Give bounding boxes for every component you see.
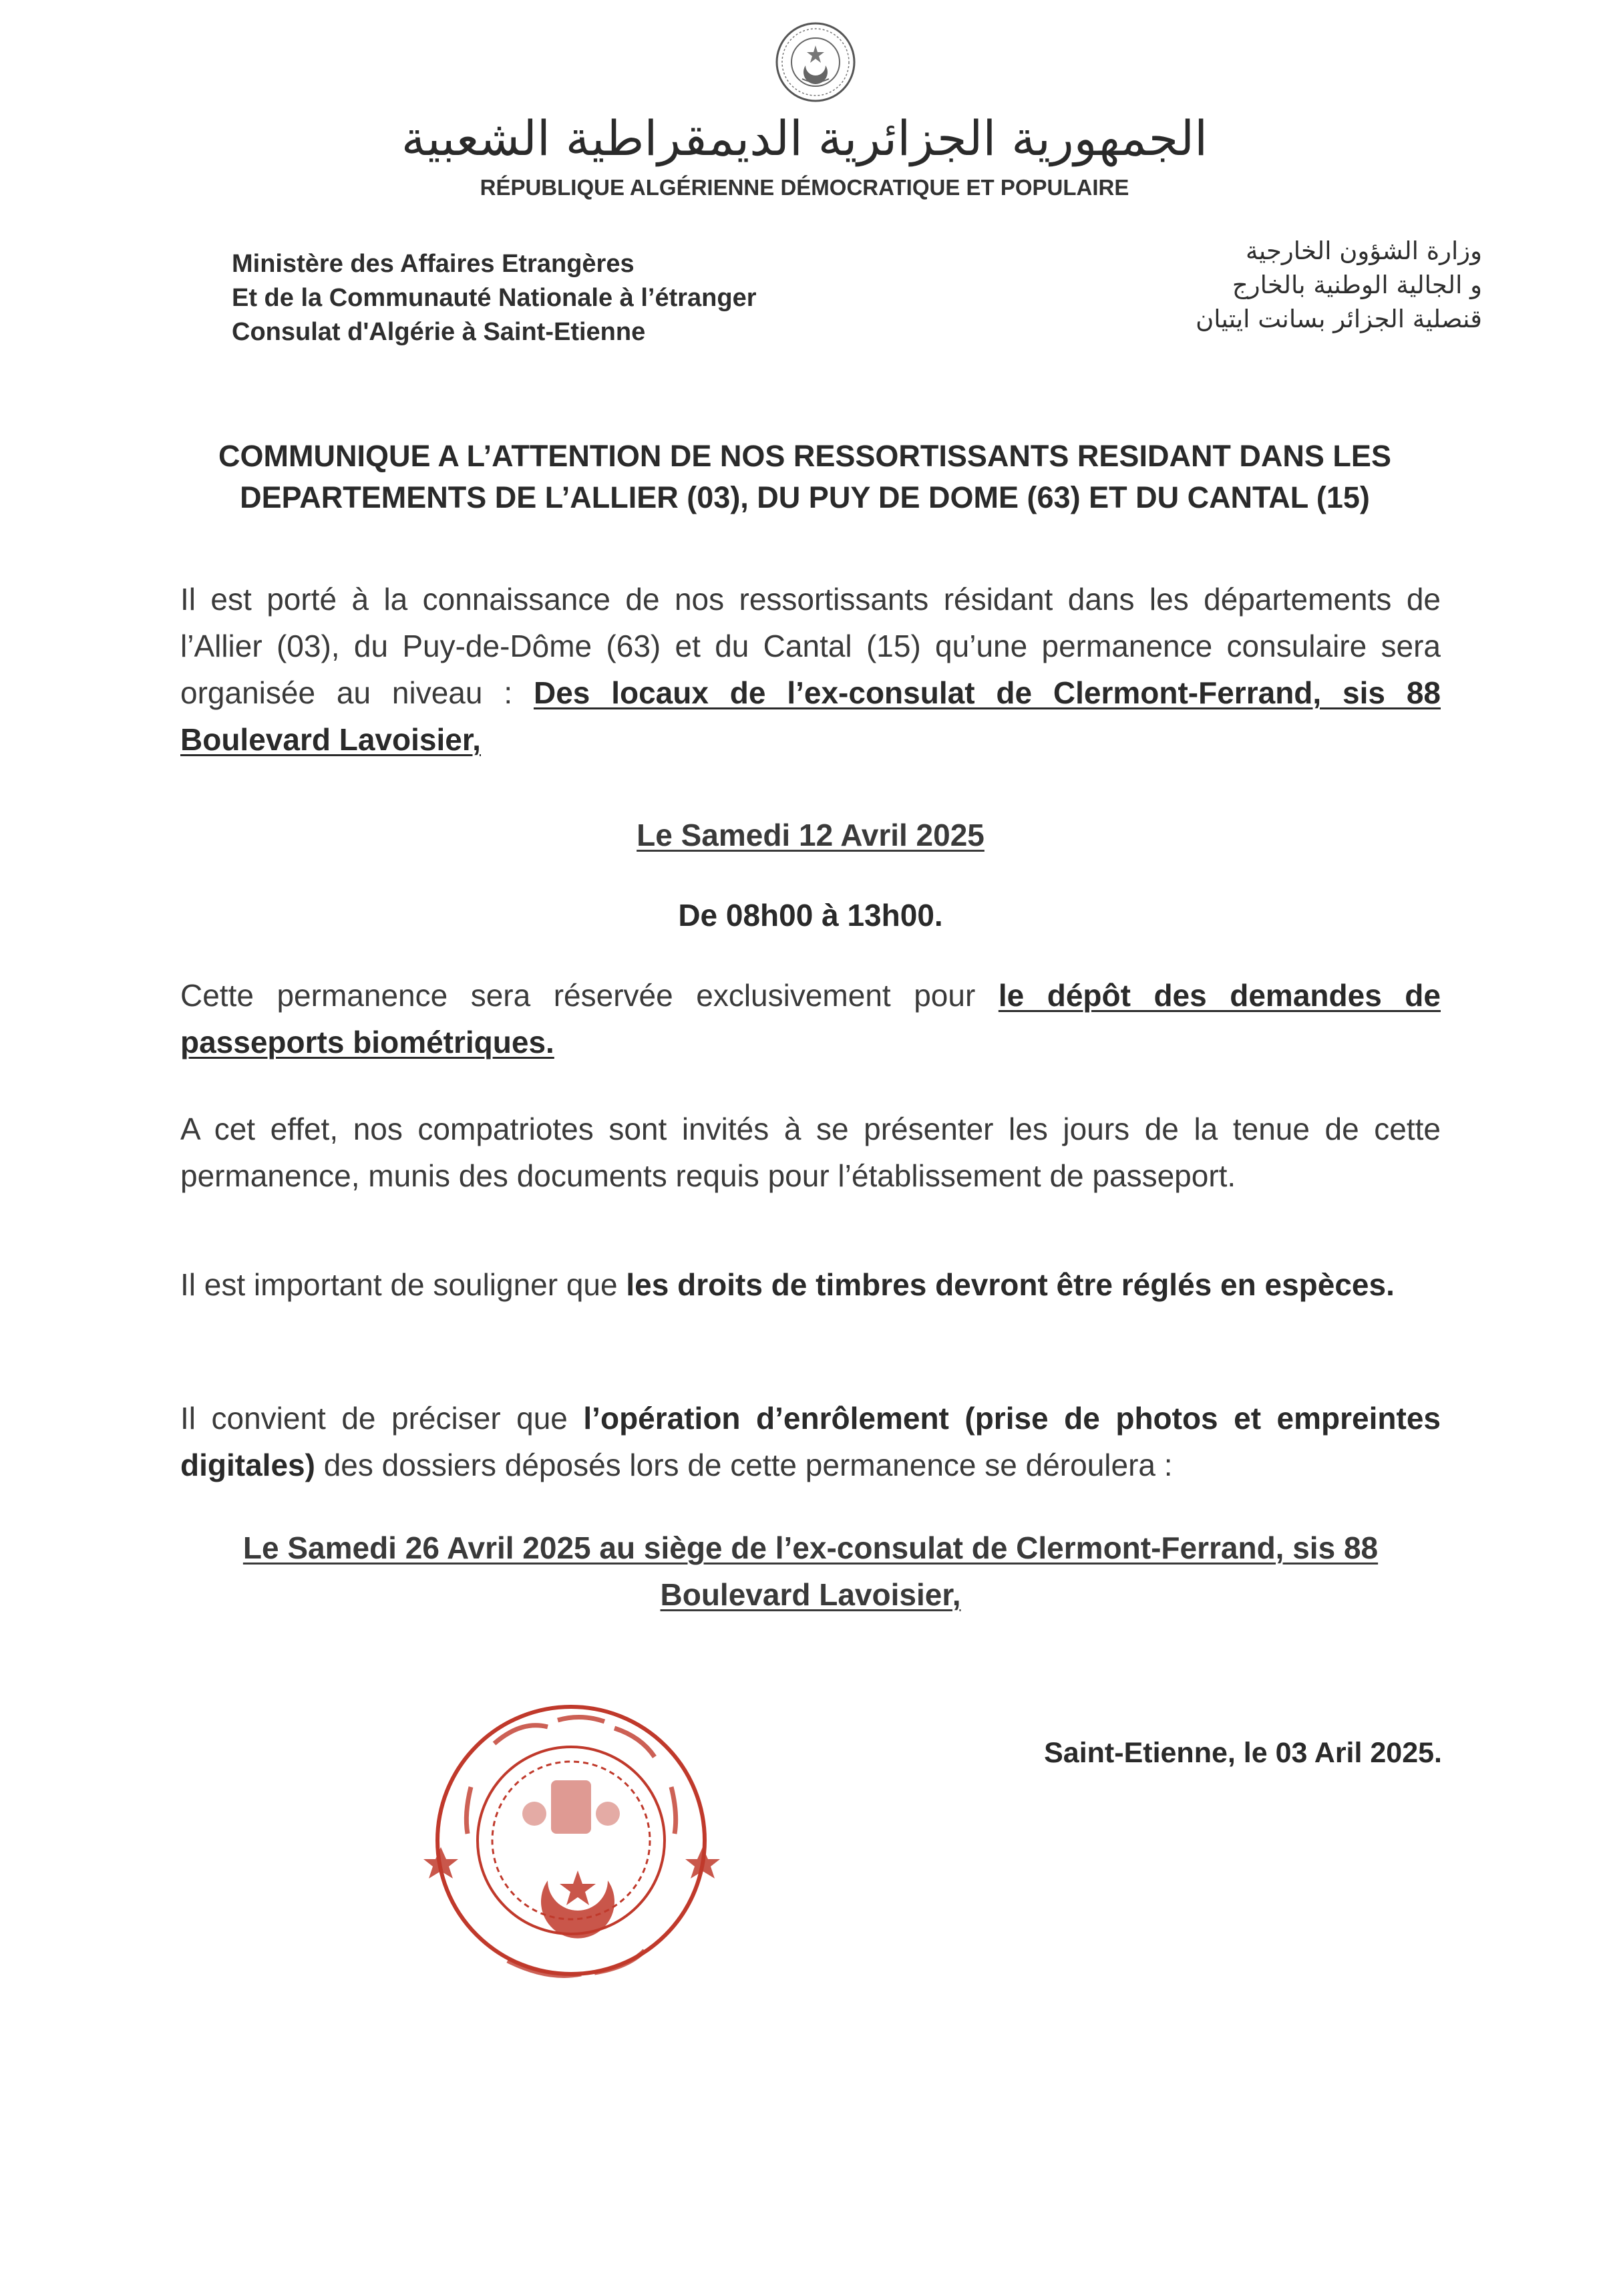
communique-title <box>127 436 1483 518</box>
ministry-ar-line: قنصلية الجزائر بسانت ايتيان <box>1196 305 1482 333</box>
permanence-hours: De 08h00 à 13h00. <box>678 898 943 933</box>
enrolment-line: Le Samedi 26 Avril 2025 au siège de l’ex-consulat de Clermont-Ferrand, sis 88 <box>242 1530 1379 1565</box>
paragraph-announcement <box>180 576 1441 763</box>
ministry-fr-line: Ministère des Affaires Etrangères <box>232 250 635 278</box>
enrolment-text-b: des dossiers déposés lors de cette permanence se déroulera : <box>315 1448 1173 1482</box>
ministry-ar-line: وزارة الشؤون الخارجية <box>1246 236 1482 265</box>
enrolment-line: Boulevard Lavoisier, <box>660 1577 961 1612</box>
enrolment-date-block <box>180 1524 1441 1618</box>
consulate-stamp-icon <box>414 1680 728 2007</box>
venue-address: Des locaux de l’ex-consulat de Clermont-Ferrand, sis 88 Boulevard Lavoisier, <box>180 675 1441 757</box>
ministry-arabic-block <box>1196 234 1482 336</box>
announcement-text: Il est porté à la connaissance de nos ressortissants résidant dans les départements de l’Allier (03), du Puy-de-Dôme (63) et du Cantal (15) qu’une permanence consulaire sera organisée au niveau : <box>180 582 1441 710</box>
french-republic-heading: RÉPUBLIQUE ALGÉRIENNE DÉMOCRATIQUE ET POPULAIRE <box>480 175 1129 200</box>
date-line: Le Samedi 12 Avril 2025 <box>637 818 985 852</box>
national-emblem-icon <box>772 19 859 106</box>
arabic-republic-heading: الجمهورية الجزائرية الديمقراطية الشعبية <box>401 110 1208 166</box>
title-line: COMMUNIQUE A L’ATTENTION DE NOS RESSORTISSANTS RESIDANT DANS LES <box>218 439 1391 473</box>
fees-text: Il est important de souligner que <box>180 1267 627 1302</box>
enrolment-text-a: Il convient de préciser que <box>180 1401 584 1436</box>
title-line: DEPARTEMENTS DE L’ALLIER (03), DU PUY DE DOME (63) ET DU CANTAL (15) <box>240 480 1370 514</box>
ministry-fr-line: Et de la Communauté Nationale à l’étranger <box>232 284 757 312</box>
enrolment-bold: l’opération d’enrôlement (prise de photos et empreintes digitales) <box>180 1401 1441 1482</box>
ministry-fr-line: Consulat d'Algérie à Saint-Etienne <box>232 318 646 346</box>
paragraph-purpose <box>180 972 1441 1065</box>
paragraph-enrolment <box>180 1395 1441 1488</box>
paragraph-fees <box>180 1261 1441 1308</box>
place-and-date-signature: Saint-Etienne, le 03 Aril 2025. <box>1044 1737 1442 1769</box>
ministry-french-block <box>232 247 757 349</box>
fees-bold: les droits de timbres devront être réglés en espèces. <box>626 1267 1395 1302</box>
permanence-date <box>180 812 1441 858</box>
purpose-bold: le dépôt des demandes de passeports biométriques. <box>180 978 1441 1059</box>
purpose-text: Cette permanence sera réservée exclusivement pour <box>180 978 999 1013</box>
ministry-ar-line: و الجالية الوطنية بالخارج <box>1232 271 1482 299</box>
paragraph-instructions: A cet effet, nos compatriotes sont invités à se présenter les jours de la tenue de cette permanence, munis des documents requis pour l’établissement de passeport. <box>180 1112 1441 1193</box>
